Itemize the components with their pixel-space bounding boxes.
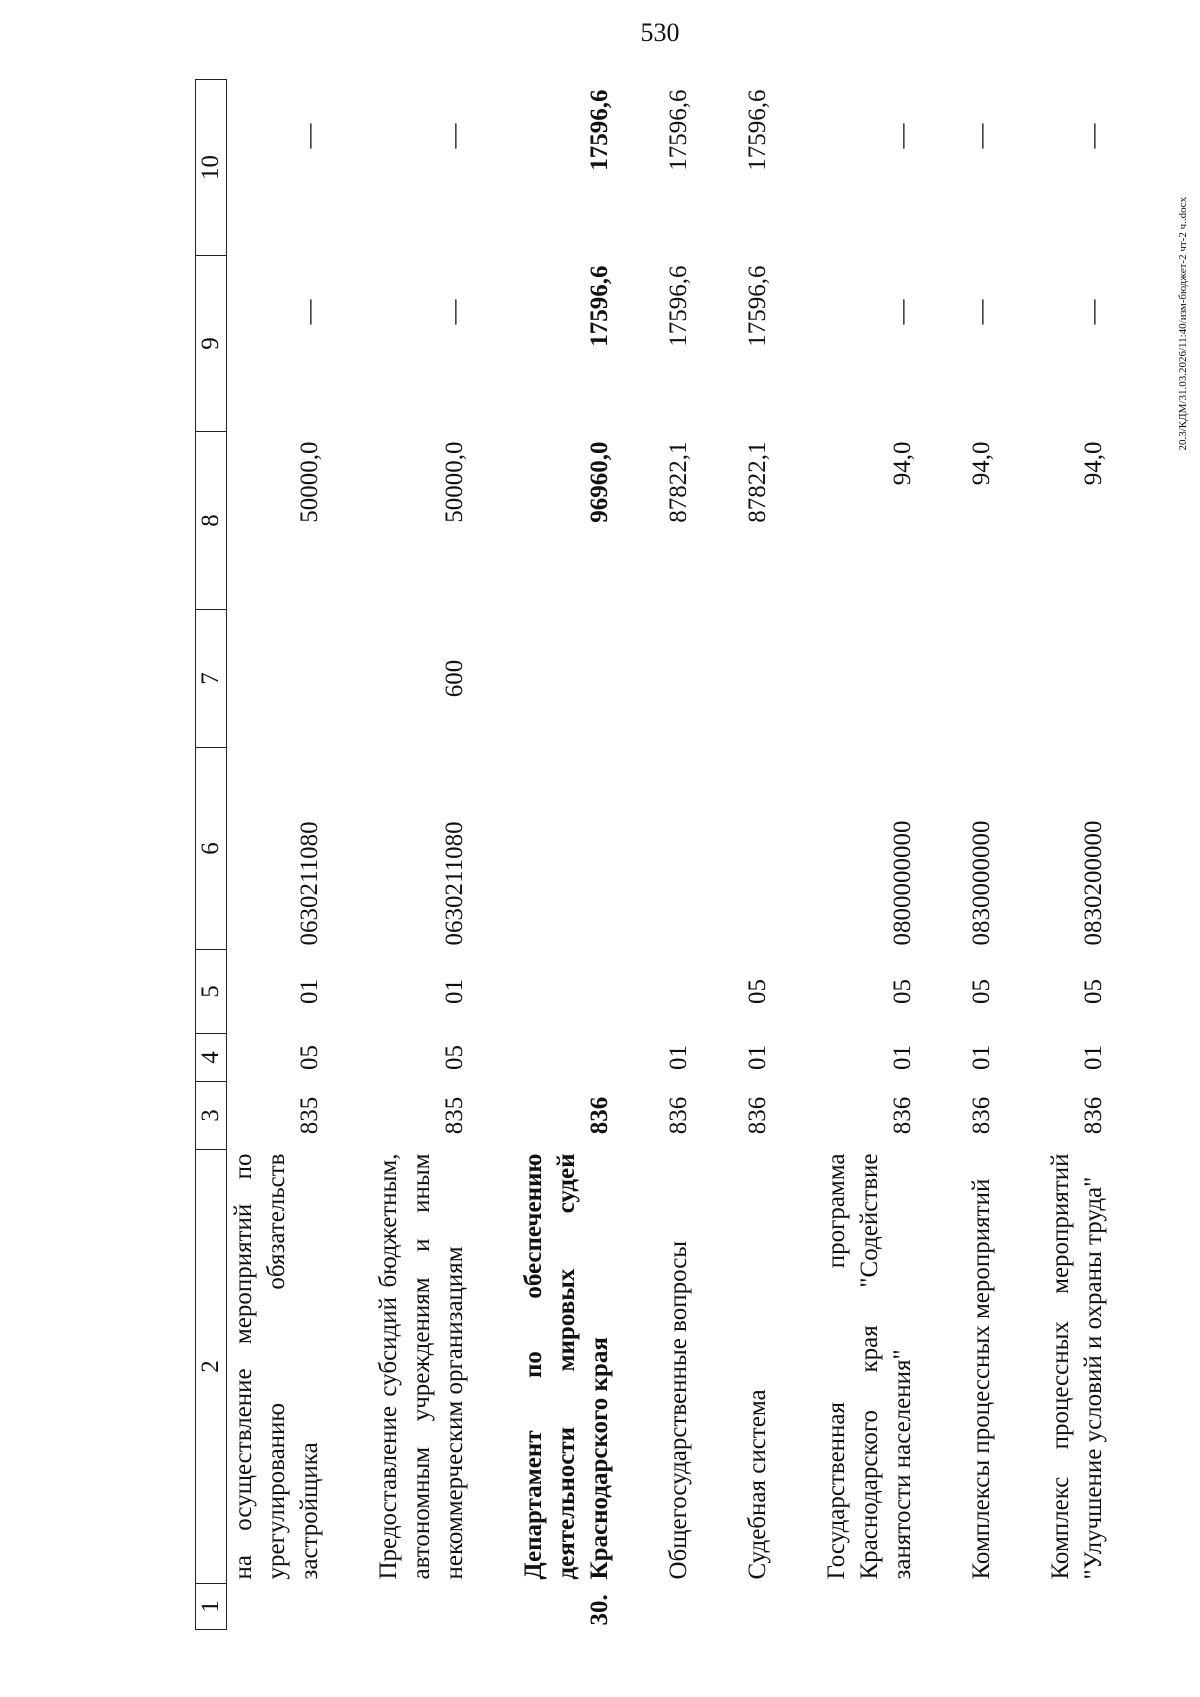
cell-col9: 17596,6 — [586, 265, 613, 347]
budget-table — [195, 79, 1110, 1630]
cell-col3: 835 — [296, 1096, 323, 1135]
row-name: Комплекс процессных мероприятий "Улучшение условий и охраны труда" — [1047, 1153, 1107, 1580]
page-number: 530 — [640, 18, 680, 47]
row-name: Комплексы процессных мероприятий — [968, 1178, 995, 1580]
cell-col3: 836 — [586, 1096, 613, 1135]
row-number — [965, 1584, 998, 1630]
column-header-9: 9 — [196, 256, 227, 432]
row-spacer — [998, 80, 1044, 1630]
cell-col9: — — [968, 299, 995, 325]
column-header-8: 8 — [196, 432, 227, 610]
cell-col6: 0800000000 — [889, 820, 916, 946]
row-name: Государственная программа Краснодарского края "Содействие занятости населения" — [823, 1153, 916, 1580]
column-header-1: 1 — [196, 1584, 227, 1630]
row-number — [741, 1584, 774, 1630]
cell-col8: 96960,0 — [586, 441, 613, 523]
cell-col7: 600 — [441, 659, 468, 698]
row-name: Предоставление субсидий бюджетным, автономным учреждениям и иным некоммерческим организациям — [375, 1153, 468, 1580]
cell-col7 — [741, 610, 774, 748]
cell-col10: — — [441, 123, 468, 149]
cell-col5: 05 — [744, 979, 771, 1004]
cell-col7 — [1044, 610, 1110, 748]
cell-col9: — — [441, 299, 468, 325]
table-row — [662, 80, 695, 1630]
cell-col8: 94,0 — [1080, 441, 1107, 486]
cell-col6 — [517, 748, 616, 950]
cell-col3: 836 — [1080, 1096, 1107, 1135]
cell-col6 — [662, 748, 695, 950]
cell-col7 — [820, 610, 919, 748]
cell-col5: 05 — [1080, 979, 1107, 1004]
cell-col10: 17596,6 — [744, 89, 771, 171]
table-row — [227, 80, 327, 1630]
cell-col5 — [662, 950, 695, 1034]
cell-col5 — [517, 950, 616, 1034]
cell-col4: 01 — [968, 1045, 995, 1070]
column-header-3: 3 — [196, 1082, 227, 1150]
cell-col9: — — [889, 299, 916, 325]
cell-col4: 01 — [1080, 1045, 1107, 1070]
cell-col9: — — [1080, 299, 1107, 325]
cell-col8: 87822,1 — [665, 441, 692, 523]
cell-col5: 05 — [889, 979, 916, 1004]
cell-col10: 17596,6 — [586, 89, 613, 171]
cell-col4: 05 — [441, 1045, 468, 1070]
row-number — [662, 1584, 695, 1630]
cell-col8: 50000,0 — [441, 441, 468, 523]
cell-col6: 0830000000 — [968, 820, 995, 946]
cell-col8: 87822,1 — [744, 441, 771, 523]
row-spacer — [774, 80, 820, 1630]
cell-col5: 05 — [968, 979, 995, 1004]
cell-col3: 836 — [968, 1096, 995, 1135]
row-spacer — [695, 80, 741, 1630]
row-number: 30. — [586, 1594, 613, 1626]
row-name: Судебная система — [744, 1389, 771, 1580]
table-row — [517, 80, 616, 1630]
cell-col3: 836 — [889, 1096, 916, 1135]
cell-col4: 01 — [744, 1045, 771, 1070]
column-header-4: 4 — [196, 1034, 227, 1082]
column-header-2: 2 — [196, 1150, 227, 1584]
table-row — [965, 80, 998, 1630]
cell-col7 — [662, 610, 695, 748]
cell-col6 — [741, 748, 774, 950]
row-number — [1044, 1584, 1110, 1630]
cell-col10: — — [889, 123, 916, 149]
cell-col4: 01 — [665, 1045, 692, 1070]
cell-col9: 17596,6 — [665, 265, 692, 347]
row-spacer — [471, 80, 517, 1630]
cell-col3: 836 — [744, 1096, 771, 1135]
cell-col5: 01 — [296, 979, 323, 1004]
row-name: Департамент по обеспечению деятельности мировых судей Краснодарского края — [520, 1153, 613, 1580]
table-row — [820, 80, 919, 1630]
table-header-row — [196, 80, 227, 1630]
cell-col8: 94,0 — [968, 441, 995, 486]
cell-col8: 94,0 — [889, 441, 916, 486]
cell-col4: 01 — [889, 1045, 916, 1070]
cell-col6: 0630211080 — [296, 821, 323, 946]
row-number — [820, 1584, 919, 1630]
row-spacer — [326, 80, 372, 1630]
row-name: Общегосударственные вопросы — [665, 1240, 692, 1580]
cell-col6: 0830200000 — [1080, 820, 1107, 946]
cell-col3: 835 — [441, 1096, 468, 1135]
row-spacer — [919, 80, 965, 1630]
table-row — [372, 80, 471, 1630]
column-header-5: 5 — [196, 950, 227, 1034]
cell-col7 — [227, 610, 327, 748]
column-header-6: 6 — [196, 748, 227, 950]
rotated-table-container — [195, 80, 1195, 1630]
cell-col10: — — [296, 123, 323, 149]
row-spacer — [616, 80, 662, 1630]
table-row — [741, 80, 774, 1630]
row-number — [227, 1584, 327, 1630]
cell-col3: 836 — [665, 1096, 692, 1135]
cell-col6: 0630211080 — [441, 821, 468, 946]
cell-col9: 17596,6 — [744, 265, 771, 347]
cell-col4: 05 — [296, 1045, 323, 1070]
cell-col10: — — [1080, 123, 1107, 149]
cell-col5: 01 — [441, 979, 468, 1004]
column-header-7: 7 — [196, 610, 227, 748]
cell-col10: 17596,6 — [665, 89, 692, 171]
cell-col8: 50000,0 — [296, 441, 323, 523]
cell-col10: — — [968, 123, 995, 149]
table-row — [1044, 80, 1110, 1630]
cell-col4 — [517, 1034, 616, 1082]
cell-col7 — [965, 610, 998, 748]
cell-col9: — — [296, 299, 323, 325]
row-number — [372, 1584, 471, 1630]
document-footer-note: 20.3/КДМ/31.03.2026/11:40/изм-бюджет-2 чт-2 ч..docx — [1177, 197, 1189, 451]
column-header-10: 10 — [196, 80, 227, 256]
cell-col7 — [517, 610, 616, 748]
row-name: на осуществление мероприятий по урегулированию обязательств застройщика — [230, 1153, 323, 1580]
